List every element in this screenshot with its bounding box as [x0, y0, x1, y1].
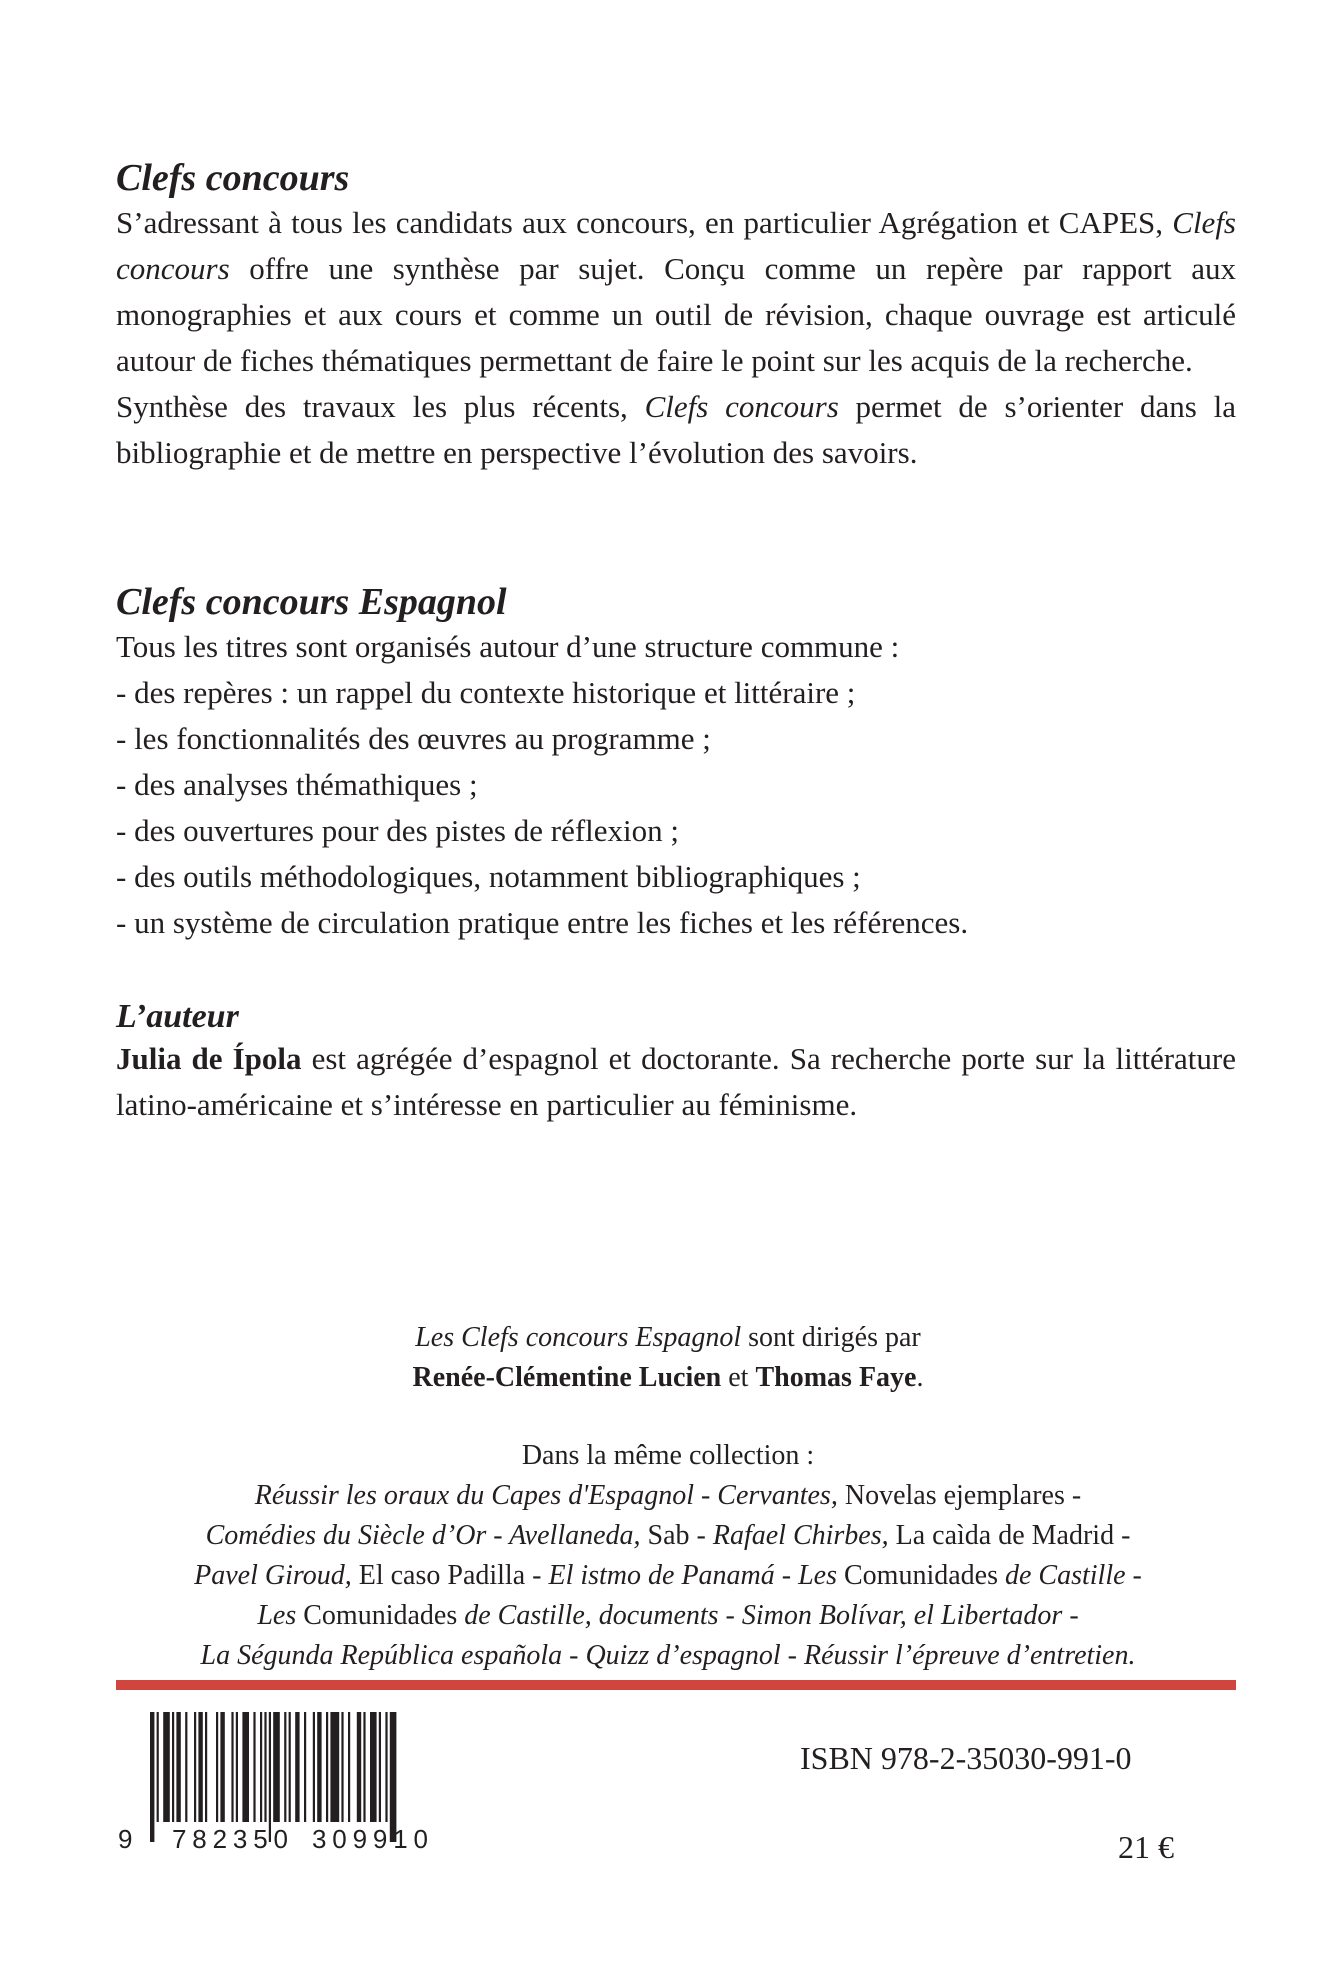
author-bio: Julia de Ípola est agrégée d’espagnol et doctorante. Sa recherche porte sur la littérature latino-américaine et s’intéresse en particulier au féminisme. — [116, 1041, 1236, 1122]
barcode-digits-right: 309910 — [312, 1824, 428, 1854]
barcode-bar — [330, 1712, 339, 1822]
barcode-bar — [313, 1712, 315, 1822]
list-item: - des repères : un rappel du contexte historique et littéraire ; — [116, 675, 856, 710]
barcode-bars — [150, 1712, 396, 1842]
barcode-bar — [236, 1712, 238, 1822]
barcode-bar — [273, 1712, 280, 1822]
series-directors: Les Clefs concours Espagnol sont dirigés par Renée-Clémentine Lucien et Thomas Faye. — [412, 1322, 924, 1393]
list-item: - des ouvertures pour des pistes de réflexion ; — [116, 813, 680, 848]
barcode-bar — [264, 1712, 266, 1822]
section-heading: Clefs concours Espagnol — [116, 581, 507, 623]
barcode-bar — [370, 1712, 377, 1822]
barcode — [114, 1708, 464, 1858]
section-clefs-concours — [116, 156, 1236, 476]
barcode-bar — [253, 1712, 255, 1822]
barcode-bar — [284, 1712, 286, 1822]
barcode-bar — [289, 1712, 291, 1822]
barcode-bar — [363, 1712, 365, 1822]
barcode-bar — [231, 1712, 233, 1822]
barcode-bar — [194, 1712, 196, 1822]
barcode-bar — [317, 1712, 321, 1822]
structure-intro: Tous les titres sont organisés autour d’une structure commune : — [116, 629, 900, 664]
barcode-bar — [348, 1712, 350, 1822]
synthesis-paragraph: Synthèse des travaux les plus récents, Clefs concours permet de s’orienter dans la bibliographie et de mettre en perspective l’évolution des savoirs. — [116, 389, 1237, 470]
barcode-bar — [357, 1712, 361, 1822]
barcode-bar — [176, 1712, 180, 1822]
barcode-bar — [150, 1712, 154, 1842]
list-item: - un système de circulation pratique entre les fiches et les références. — [116, 905, 969, 940]
isbn: ISBN 978-2-35030-991-0 — [800, 1740, 1132, 1776]
author-heading: L’auteur — [116, 998, 239, 1035]
section-heading: Clefs concours — [116, 157, 350, 199]
author-name: Julia de Ípola — [116, 1041, 302, 1076]
list-item: - des analyses thémathiques ; — [116, 767, 478, 802]
collection-line: Réussir les oraux du Capes d'Espagnol - Cervantes, Novelas ejemplares - — [254, 1480, 1082, 1511]
barcode-bar — [216, 1712, 218, 1822]
collection-line: La Ségunda República española - Quizz d’espagnol - Réussir l’épreuve d’entretien. — [200, 1640, 1136, 1671]
price: 21 € — [1118, 1829, 1174, 1865]
barcode-bar — [341, 1712, 343, 1822]
barcode-bar — [157, 1712, 159, 1822]
same-collection-list — [40, 1436, 1296, 1676]
collection-heading: Dans la même collection : — [521, 1440, 815, 1471]
barcode-bar — [220, 1712, 224, 1822]
barcode-bar — [205, 1712, 207, 1822]
section-author — [116, 998, 1236, 1128]
barcode-bar — [295, 1712, 299, 1822]
barcode-bar — [260, 1712, 262, 1822]
barcode-bar — [185, 1712, 187, 1822]
collection-line: Pavel Giroud, El caso Padilla - El istmo de Panamá - Les Comunidades de Castille - — [194, 1560, 1142, 1591]
barcode-bar — [163, 1712, 170, 1822]
barcode-digit: 9 — [118, 1824, 133, 1854]
barcode-bar — [198, 1712, 202, 1822]
barcode-bar — [326, 1712, 328, 1822]
barcode-bar — [172, 1712, 174, 1822]
description-paragraph: S’adressant à tous les candidats aux concours, en particulier Agrégation et CAPES, Clefs concours offre une synthèse par sujet. Conçu comme un repère par rapport aux monographies et aux cours et comme un outil de révision, chaque ouvrage est articulé autour de fiches thématiques permettant de faire le point sur les acquis de la recherche. — [116, 205, 1236, 378]
collection-line: Les Comunidades de Castille, documents - Simon Bolívar, el Libertador - — [257, 1600, 1079, 1631]
section-espagnol — [116, 580, 1236, 946]
barcode-bar — [379, 1712, 381, 1822]
collection-line: Comédies du Siècle d’Or - Avellaneda, Sab - Rafael Chirbes, La caìda de Madrid - — [205, 1520, 1131, 1551]
barcode-bar — [390, 1712, 397, 1842]
list-item: - des outils méthodologiques, notamment bibliographiques ; — [116, 859, 861, 894]
barcode-digits-left: 782350 — [172, 1824, 288, 1854]
barcode-bar — [269, 1712, 271, 1842]
barcode-bar — [242, 1712, 249, 1822]
list-item: - les fonctionnalités des œuvres au programme ; — [116, 721, 711, 756]
barcode-bar — [385, 1712, 387, 1822]
red-divider — [116, 1680, 1236, 1690]
barcode-bar — [304, 1712, 306, 1822]
